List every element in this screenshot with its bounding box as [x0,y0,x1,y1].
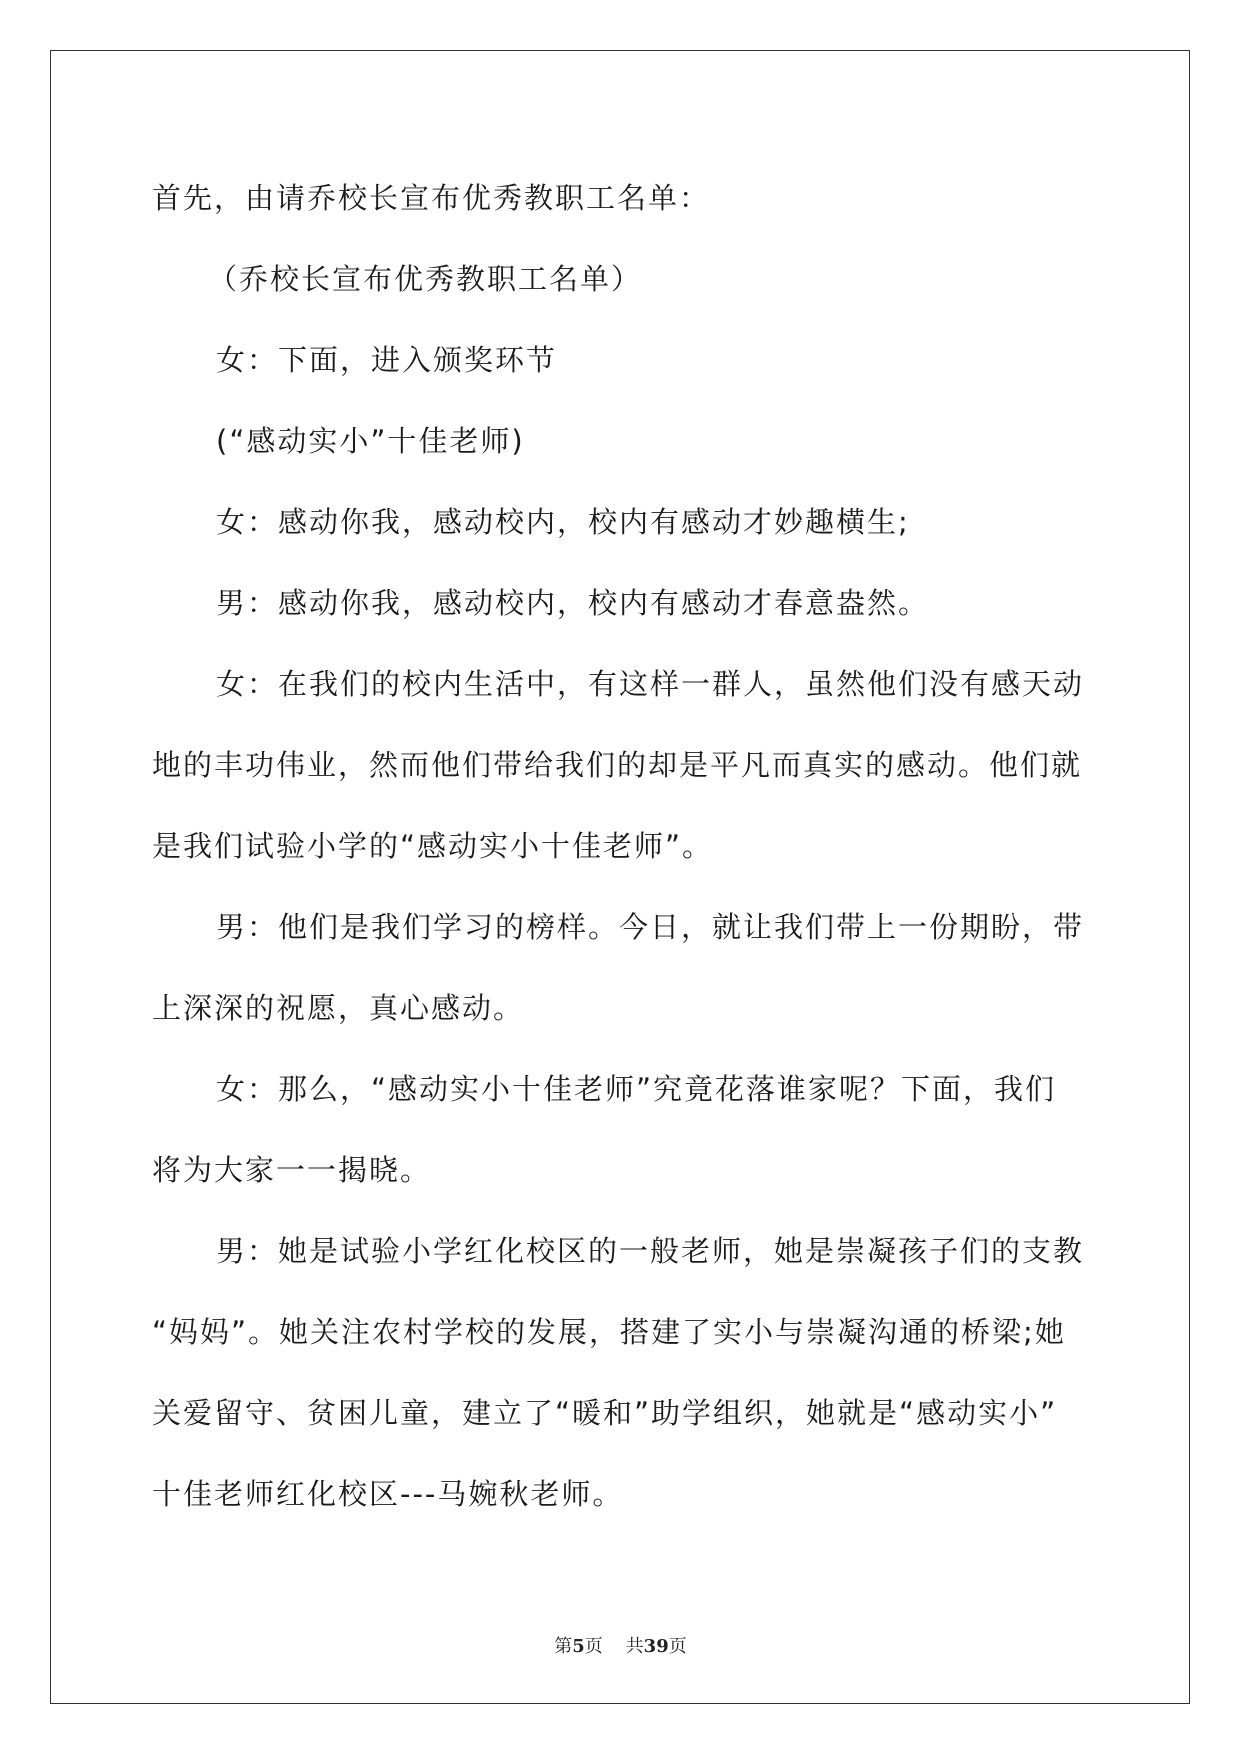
paragraph-line: 关爱留守、贫困儿童，建立了“暖和”助学组织，她就是“感动实小” [152,1396,1058,1430]
paragraph-line: 地的丰功伟业，然而他们带给我们的却是平凡而真实的感动。他们就 [152,748,1083,782]
page-footer [0,1632,1241,1658]
paragraph-line: 女：那么，“感动实小十佳老师”究竟花落谁家呢？下面，我们 [216,1072,1057,1106]
paragraph-line: 女：下面，进入颁奖环节 [216,343,558,377]
paragraph-line: 男：感动你我，感动校内，校内有感动才春意盎然。 [216,586,930,620]
total-pages: 39 [643,1636,669,1657]
total-suffix: 页 [668,1636,687,1657]
paragraph-line: 男：他们是我们学习的榜样。今日，就让我们带上一份期盼，带 [216,910,1085,944]
paragraph-line: “妈妈”。她关注农村学校的发展，搭建了实小与崇凝沟通的桥梁;她 [152,1315,1066,1349]
paragraph-line: 是我们试验小学的“感动实小十佳老师”。 [152,829,714,863]
paragraph-line: 男：她是试验小学红化校区的一般老师，她是崇凝孩子们的支教 [216,1234,1085,1268]
page-suffix: 页 [584,1636,603,1657]
paragraph-line: 首先，由请乔校长宣布优秀教职工名单： [152,181,711,215]
paragraph-line: （乔校长宣布优秀教职工名单） [208,262,643,296]
paragraph-line: 将为大家一一揭晓。 [152,1153,432,1187]
paragraph-line: 上深深的祝愿，真心感动。 [152,991,525,1025]
paragraph-line: (“感动实小”十佳老师) [216,424,525,458]
paragraph-line: 女：在我们的校内生活中，有这样一群人，虽然他们没有感天动 [216,667,1085,701]
paragraph-line: 女：感动你我，感动校内，校内有感动才妙趣横生; [216,505,910,539]
total-prefix: 共 [625,1636,644,1657]
document-body [152,158,1092,1535]
paragraph-line: 十佳老师红化校区---马婉秋老师。 [152,1477,624,1511]
page-number: 5 [572,1636,585,1657]
page-prefix: 第 [554,1636,573,1657]
